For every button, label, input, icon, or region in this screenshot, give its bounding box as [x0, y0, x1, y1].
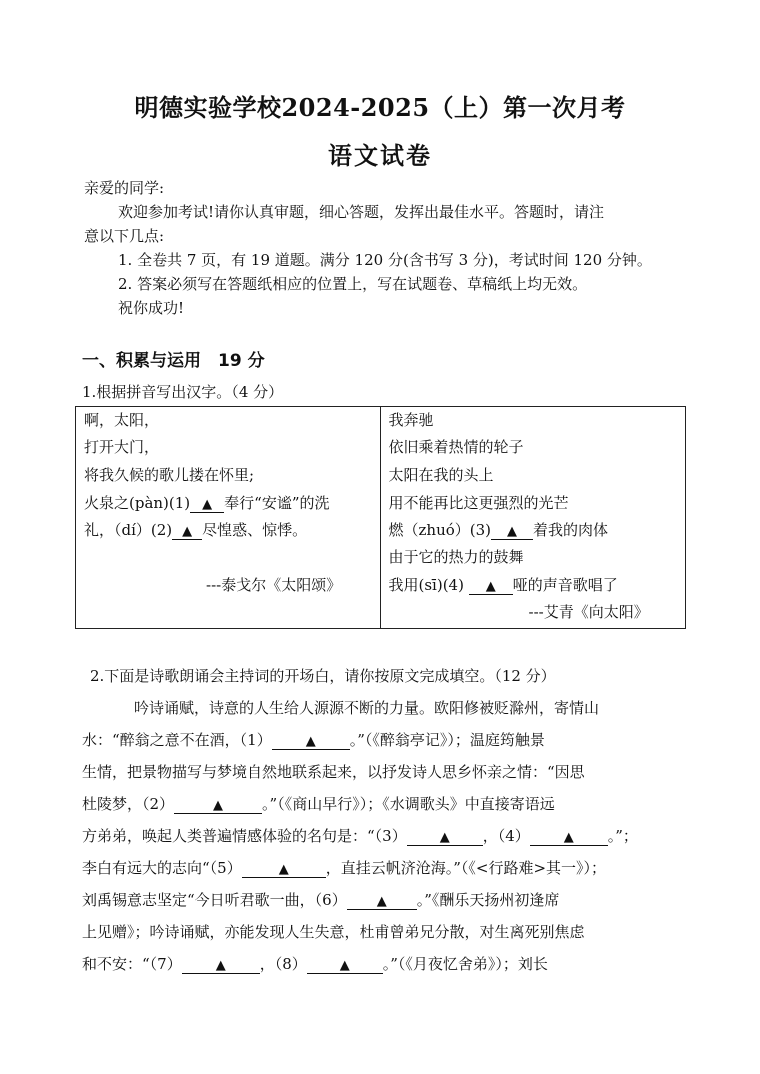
q2-paragraph-line	[82, 858, 682, 878]
q2-text: 。”；	[607, 827, 638, 845]
poem-text: 燃（zhuó）(3)	[388, 521, 492, 539]
intro-line-cont: 意以下几点:	[84, 227, 165, 245]
q2-text: 。”（《月夜忆舍弟》）；刘长	[382, 955, 548, 973]
triangle-marker-icon: ▲	[339, 958, 350, 973]
poem-line: 用不能再比这更强烈的光芒	[388, 494, 569, 512]
answer-blank-q2-1[interactable]	[272, 731, 350, 750]
poem-line: 打开大门，	[84, 438, 160, 456]
answer-blank-q2-2[interactable]	[174, 795, 262, 814]
q2-text: 。”《酬乐天扬州初逢席	[416, 891, 560, 909]
poem-line: 太阳在我的头上	[388, 466, 494, 484]
q2-text: ，（8）	[259, 955, 307, 973]
poem-line-blank-1	[84, 493, 330, 513]
poem-text: 哑的声音歌唱了	[512, 576, 618, 594]
triangle-marker-icon: ▲	[305, 734, 316, 749]
triangle-marker-icon: ▲	[507, 524, 518, 539]
answer-blank-q2-6[interactable]	[347, 891, 417, 910]
poem-text: 礼，（dí）(2)	[84, 521, 173, 539]
section-heading: 一、积累与运用 19 分	[82, 351, 265, 371]
q2-paragraph-line: 生情，把景物描写与梦境自然地联系起来，以抒发诗人思乡怀亲之情：“因思	[82, 763, 585, 781]
poem-text: 火泉之(pàn)(1)	[84, 494, 191, 512]
poem-right-cell	[380, 407, 686, 629]
q2-text: 方弟弟，唤起人类普遍情感体验的名句是：“（3）	[82, 827, 407, 845]
poem-text: 我用(sī)(4)	[388, 576, 464, 594]
answer-blank-3[interactable]	[491, 521, 533, 540]
poem-left-cell	[76, 407, 381, 629]
poem-table	[75, 406, 686, 629]
poem-line: 啊，太阳，	[84, 411, 160, 429]
exam-subtitle: 语文试卷	[328, 141, 432, 170]
answer-blank-1[interactable]	[190, 494, 224, 513]
q2-text: 水：“醉翁之意不在酒，（1）	[82, 731, 272, 749]
answer-blank-q2-8[interactable]	[307, 955, 383, 974]
poem-line: 将我久候的歌儿搂在怀里;	[84, 466, 255, 484]
answer-blank-q2-3[interactable]	[407, 827, 483, 846]
question-2-prompt: 2.下面是诗歌朗诵会主持词的开场白，请你按原文完成填空。（12 分）	[90, 667, 556, 685]
triangle-marker-icon: ▲	[213, 798, 224, 813]
answer-blank-q2-7[interactable]	[182, 955, 260, 974]
q2-paragraph-line: 吟诗诵赋，诗意的人生给人源源不断的力量。欧阳修被贬滁州，寄情山	[134, 699, 600, 717]
q2-paragraph-line	[82, 826, 682, 846]
triangle-marker-icon: ▲	[278, 862, 289, 877]
q2-paragraph-line	[82, 730, 682, 750]
q2-text: 和不安：“（7）	[82, 955, 182, 973]
poem-line-blank-3	[389, 520, 609, 540]
triangle-marker-icon: ▲	[202, 497, 213, 512]
q2-text: 李白有远大的志向“（5）	[82, 859, 242, 877]
poem-text: 奉行“安谧”的洗	[224, 494, 330, 512]
triangle-marker-icon: ▲	[439, 830, 450, 845]
q2-text: ，直挂云帆济沧海。”（《<行路难>其一》）；	[325, 859, 607, 877]
poem-line-blank-4	[389, 575, 618, 595]
intro-line: 欢迎参加考试!请你认真审题，细心答题，发挥出最佳水平。答题时，请注	[118, 203, 605, 221]
triangle-marker-icon: ▲	[563, 830, 574, 845]
intro-rule-1: 1. 全卷共 7 页，有 19 道题。满分 120 分(含书写 3 分)，考试时间 120 分钟。	[118, 251, 652, 269]
q2-text: 。”（《商山早行》）；《水调歌头》中直接寄语远	[262, 795, 555, 813]
q2-text: 。”（《醉翁亭记》）；温庭筠触景	[349, 731, 545, 749]
q2-paragraph-line: 上见赠》；吟诗诵赋，亦能发现人生失意，杜甫曾弟兄分散，对生离死别焦虑	[82, 923, 585, 941]
question-1-prompt: 1.根据拼音写出汉字。（4 分）	[82, 383, 284, 401]
triangle-marker-icon: ▲	[182, 524, 193, 539]
answer-blank-q2-5[interactable]	[242, 859, 326, 878]
q2-text: 杜陵梦，（2）	[82, 795, 175, 813]
triangle-marker-icon: ▲	[485, 579, 496, 594]
triangle-marker-icon: ▲	[376, 894, 387, 909]
exam-title: 明德实验学校2024-2025（上）第一次月考	[134, 93, 626, 122]
poem-attribution: ---艾青《向太阳》	[528, 603, 649, 621]
intro-greeting: 亲爱的同学:	[84, 179, 165, 197]
q2-paragraph-line	[82, 954, 682, 974]
intro-closing: 祝你成功!	[118, 299, 185, 317]
poem-text: 着我的肉体	[533, 521, 609, 539]
poem-line: 由于它的热力的鼓舞	[388, 548, 524, 566]
answer-blank-q2-4[interactable]	[530, 827, 608, 846]
q2-paragraph-line	[82, 890, 682, 910]
answer-blank-4[interactable]	[469, 576, 513, 595]
poem-line: 我奔驰	[388, 411, 434, 429]
answer-blank-2[interactable]	[172, 521, 202, 540]
intro-rule-2: 2. 答案必须写在答题纸相应的位置上，写在试题卷、草稿纸上均无效。	[118, 275, 588, 293]
poem-attribution: ---泰戈尔《太阳颂》	[206, 576, 342, 594]
poem-text: 尽惶惑、惊悸。	[202, 521, 308, 539]
poem-line: 依旧乘着热情的轮子	[388, 438, 524, 456]
triangle-marker-icon: ▲	[215, 958, 226, 973]
q2-paragraph-line	[82, 794, 682, 814]
q2-text: 刘禹锡意志坚定“今日听君歌一曲，（6）	[82, 891, 347, 909]
poem-line-blank-2	[84, 520, 307, 540]
q2-text: ，（4）	[482, 827, 530, 845]
